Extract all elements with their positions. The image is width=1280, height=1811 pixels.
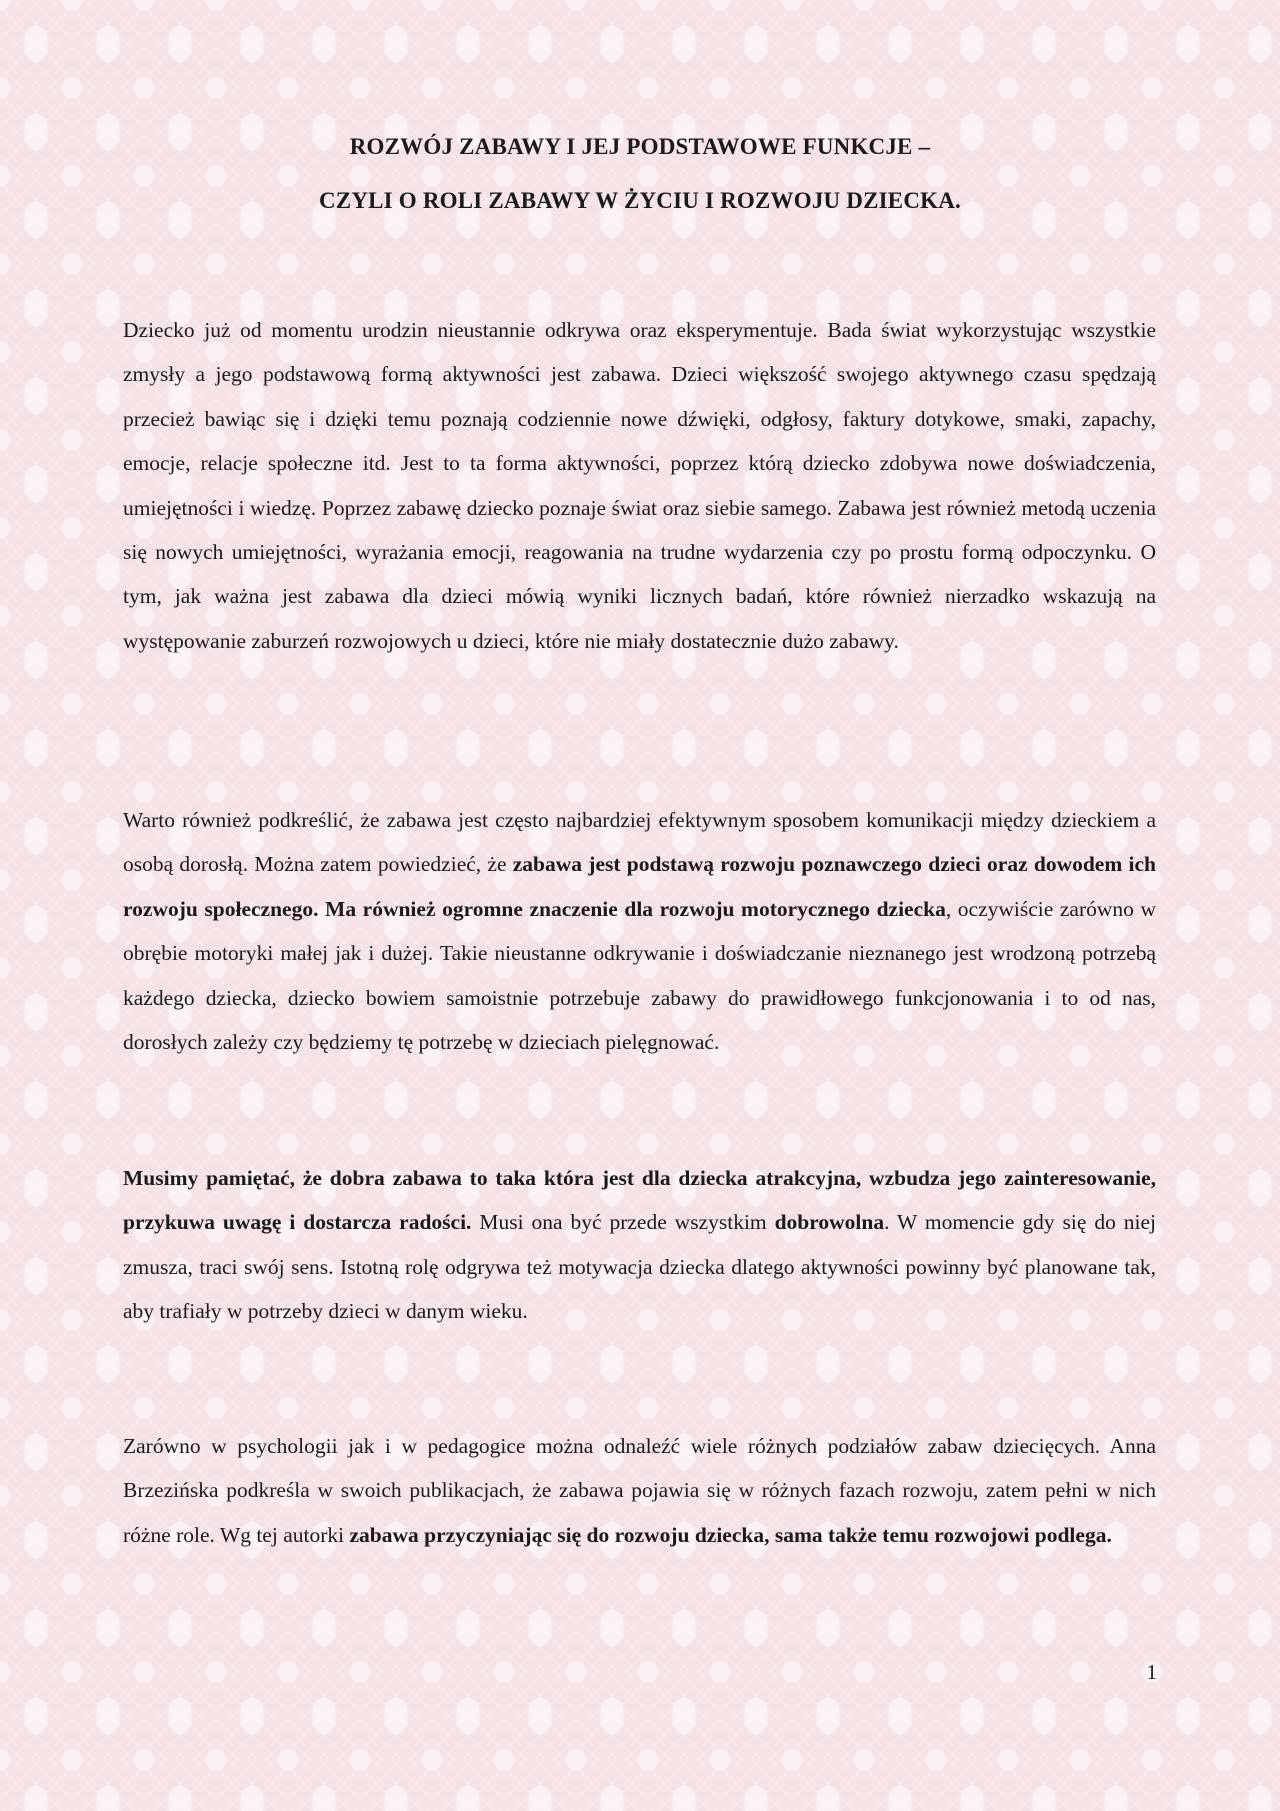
paragraph-3-bold-a: Musimy pamiętać, że dobra zabawa to taka która jest dla dziecka atrakcyjna, wzbudza jego zainteresowanie, przykuwa uwagę i dostarcza radości. [123,1166,1156,1235]
paragraph-3-text-d: . W momencie gdy się do niej zmusza, traci swój sens. Istotną rolę odgrywa też motywacja dziecka dlatego aktywności powinny być planowane tak, aby trafiały w potrzeby dzieci w danym wieku. [123,1210,1156,1324]
paragraph-2-text-c: , oczywiście zarówno w obrębie motoryki małej jak i dużej. Takie nieustanne odkrywanie i doświadczanie nieznanego jest wrodzoną potrzebą każdego dziecka, dziecko bowiem samoistnie potrzebuje zabawy do prawidłowego funkcjonowania i to od nas, dorosłych zależy czy będziemy tę potrzebę w dzieciach pielęgnować. [123,896,1157,1055]
page-title [0,120,1280,228]
paragraph-3-bold-c: dobrowolna [774,1210,885,1235]
paragraph-1 [123,308,1156,663]
paragraph-2-text-a: Warto również podkreślić, że zabawa jest często najbardziej efektywnym sposobem komunikacji między dzieckiem a osobą dorosłą. Można zatem powiedzieć, że [123,808,1156,877]
title-line-1: ROZWÓJ ZABAWY I JEJ PODSTAWOWE FUNKCJE – [349,134,931,159]
paragraph-4-bold: zabawa przyczyniając się do rozwoju dziecka, sama także temu rozwojowi podlega. [349,1522,1112,1547]
paragraph-4 [123,1424,1156,1557]
page-number: 1 [1146,1660,1157,1684]
paragraph-2 [123,798,1156,1064]
title-line-2: CZYLI O ROLI ZABAWY W ŻYCIU I ROZWOJU DZIECKA. [318,188,962,213]
paragraph-1-text: Dziecko już od momentu urodzin nieustannie odkrywa oraz eksperymentuje. Bada świat wykorzystując wszystkie zmysły a jego podstawową formą aktywności jest zabawa. Dzieci większość swojego aktywnego czasu spędzają przecież bawiąc się i dzięki temu poznają codziennie nowe dźwięki, odgłosy, faktury dotykowe, smaki, zapachy, emocje, relacje społeczne itd. Jest to ta forma aktywności, poprzez którą dziecko zdobywa nowe doświadczenia, umiejętności i wiedzę. Poprzez zabawę dziecko poznaje świat oraz siebie samego. Zabawa jest również metodą uczenia się nowych umiejętności, wyrażania emocji, reagowania na trudne wydarzenia czy po prostu formą odpoczynku. O tym, jak ważna jest zabawa dla dzieci mówią wyniki licznych badań, które również nierzadko wskazują na występowanie zaburzeń rozwojowych u dzieci, które nie miały dostatecznie dużo zabawy. [123,318,1156,653]
paragraph-4-text-a: Zarówno w psychologii jak i w pedagogice można odnaleźć wiele różnych podziałów zabaw dziecięcych. Anna Brzezińska podkreśla w swoich publikacjach, że zabawa pojawia się w różnych fazach rozwoju, zatem pełni w nich różne role. Wg tej autorki [123,1434,1156,1547]
paragraph-2-bold: zabawa jest podstawą rozwoju poznawczego dzieci oraz dowodem ich rozwoju społecznego. Ma również ogromne znaczenie dla rozwoju motorycznego dziecka [123,852,1156,921]
paragraph-3-text-b: Musi ona być przede wszystkim [471,1210,775,1235]
paragraph-3 [123,1156,1156,1334]
